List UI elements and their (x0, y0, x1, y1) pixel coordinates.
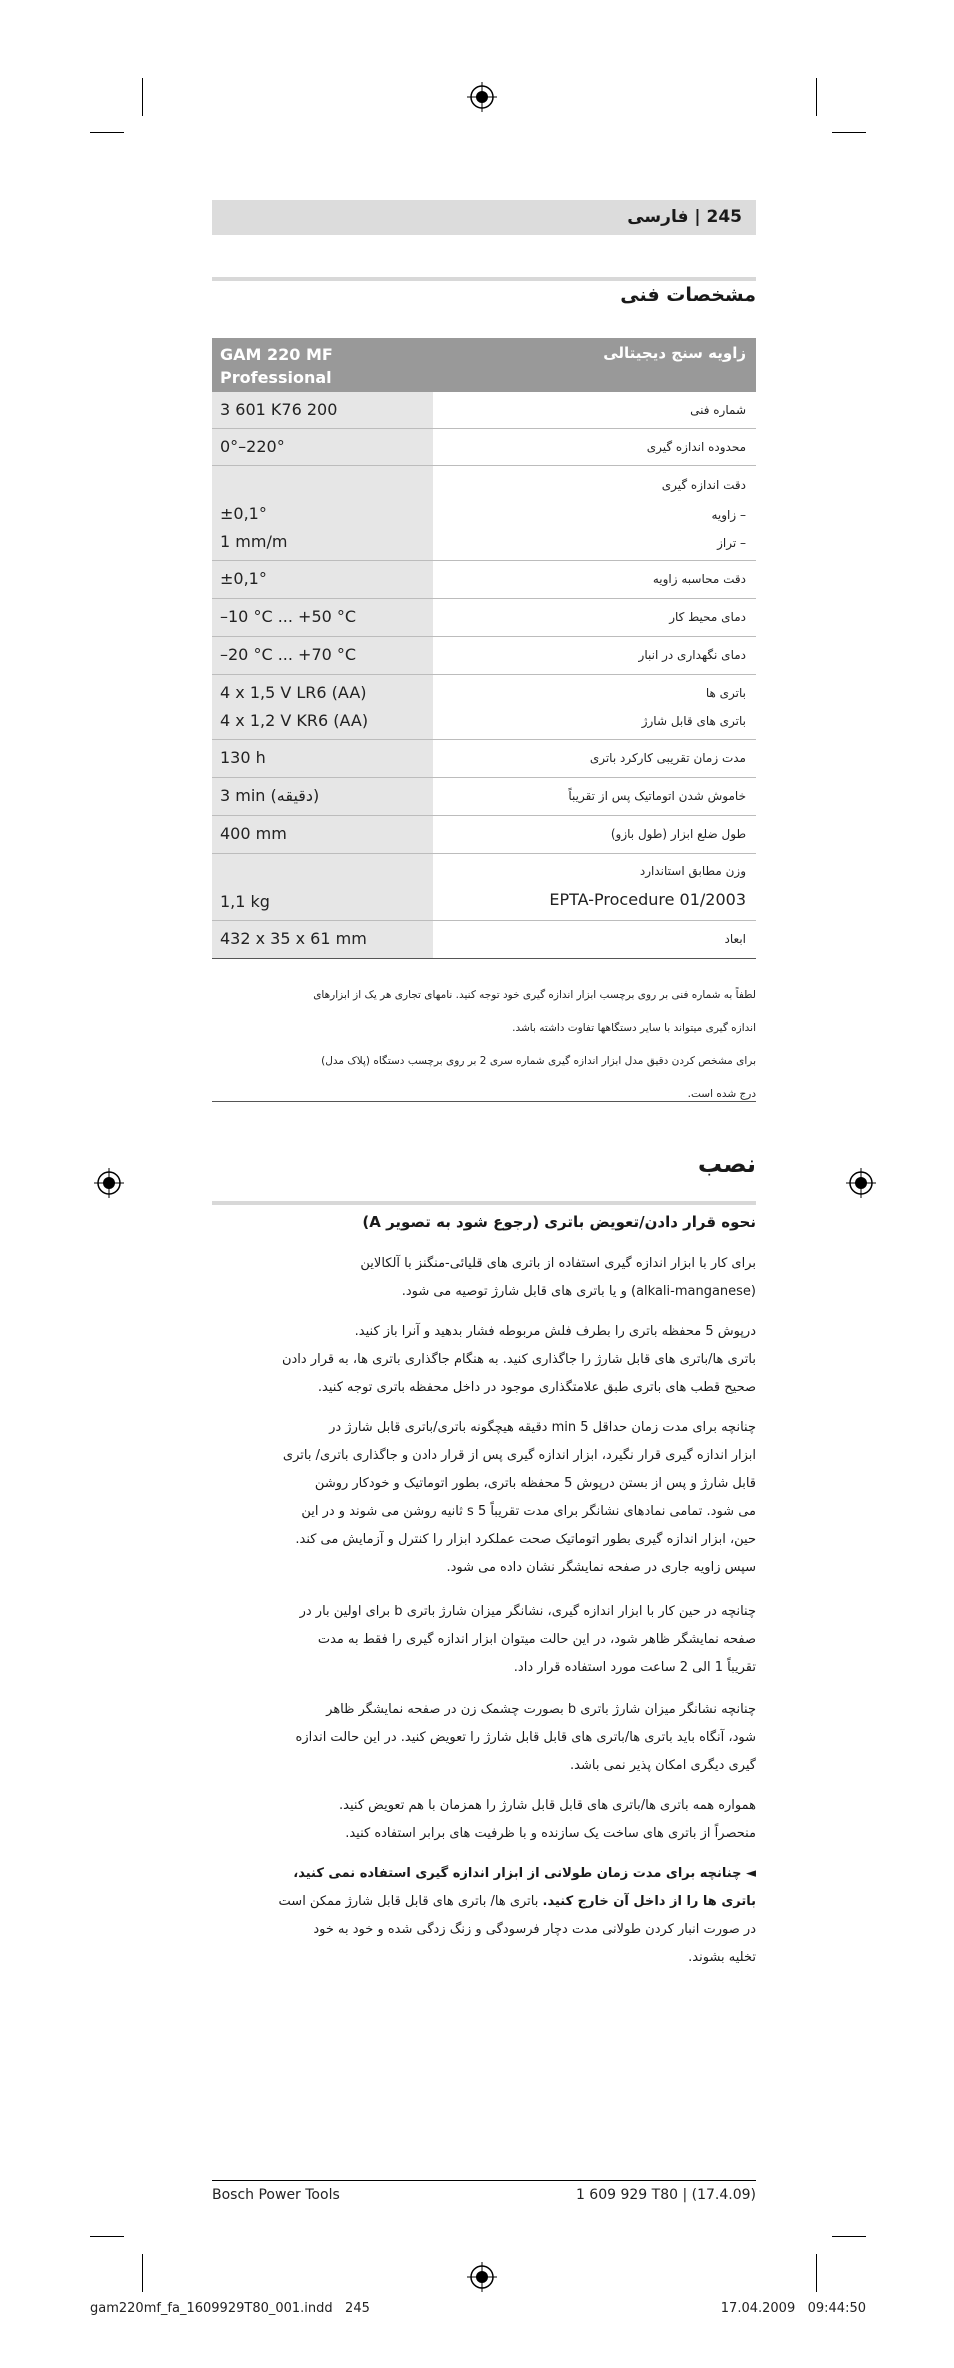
spec-label: باتری های قابل شارژ (641, 714, 746, 728)
paragraph-line: صفحه نمایشگر ظاهر شود، در این حالت میتوان ابزار اندازه گیری را فقط به مدت (317, 1632, 756, 1647)
slug-filename: gam220mf_fa_1609929T80_001.indd 245 (90, 2301, 370, 2316)
table-row (212, 816, 756, 854)
paragraph-line: منحصراً از باتری های ساخت یک سازنده و با ظرفیت های برابر استفاده کنید. (345, 1826, 756, 1841)
section-title: نصب (697, 1150, 756, 1178)
footer-rule (212, 2180, 756, 2181)
spec-standard: EPTA-Procedure 01/2003 (549, 890, 746, 909)
paragraph-line: باتری ها/باتری های قابل شارژ را جاگذاری کنید. به هنگام جاگذاری باتری ها، به قرار دادن (281, 1352, 756, 1367)
table-row (212, 921, 756, 959)
spec-value: –20 °C ... +70 °C (220, 645, 357, 664)
section-rule (212, 277, 756, 281)
table-row (212, 675, 756, 740)
crop-mark (90, 2236, 124, 2237)
spec-value: 432 x 35 x 61 mm (220, 929, 367, 948)
spec-value: 4 x 1,2 V KR6 (AA) (220, 711, 369, 730)
spec-label: دقت اندازه گیری (661, 478, 746, 492)
section-rule (212, 1201, 756, 1205)
crop-mark (816, 78, 817, 116)
table-note (212, 979, 756, 1111)
spec-label: محدوده اندازه گیری (646, 440, 746, 454)
spec-value: 130 h (220, 748, 266, 767)
table-row (212, 778, 756, 816)
table-row (212, 637, 756, 675)
spec-value: 1 mm/m (220, 532, 288, 551)
paragraph-line: سپس زاویه جاری در صفحه نمایشگر نشان داده می شود. (446, 1560, 756, 1575)
paragraph (212, 1598, 756, 1682)
table-row (212, 429, 756, 466)
page-number: 245 | فارسی (627, 207, 742, 227)
crop-mark (832, 2236, 866, 2237)
table-row (212, 561, 756, 599)
spec-value: 1,1 kg (220, 892, 270, 911)
paragraph (212, 1414, 756, 1582)
spec-label: دمای نگهداری در انبار (638, 648, 746, 662)
spec-value: ±0,1° (220, 504, 267, 523)
warning-bold: باتری ها را از داخل آن خارج کنید. (542, 1894, 756, 1909)
paragraph (212, 1696, 756, 1780)
paragraph-line: همواره همه باتری ها/باتری های قابل قابل شارژ را همزمان با هم تعویض کنید. (339, 1798, 756, 1813)
spec-table (212, 338, 756, 959)
note-line: اندازه گیری میتواند با سایر دستگاهها تفاوت داشته باشد. (512, 1022, 756, 1034)
table-header (212, 338, 756, 392)
spec-label: دقت محاسبه زاویه (652, 572, 746, 586)
note-line: درج شده است. (687, 1088, 756, 1100)
warning-text: باتری ها/ باتری های قابل قابل شارژ ممکن است (278, 1894, 543, 1909)
subsection-title: نحوه قرار دادن/تعویض باتری (رجوع شود به تصویر A) (362, 1213, 756, 1231)
page-header (212, 200, 756, 235)
section-title: مشخصات فنی (620, 284, 756, 306)
slug-datetime: 17.04.2009 09:44:50 (720, 2301, 866, 2316)
paragraph-line: برای کار با ابزار اندازه گیری استفاده از باتری های قلیائی-منگنز با آلکالاین (360, 1256, 756, 1271)
table-row (212, 740, 756, 778)
footer-brand: Bosch Power Tools (212, 2187, 340, 2203)
spec-label: باتری ها (705, 686, 746, 700)
crop-mark (832, 132, 866, 133)
paragraph-line: درپوش 5 محفظه باتری را بطرف فلش مربوطه فشار بدهید و آنرا باز کنید. (354, 1324, 756, 1339)
spec-value: 0°–220° (220, 437, 285, 456)
note-line: برای مشخص کردن دقیق مدل ابزار اندازه گیری شماره سری 2 بر روی برچسب دستگاه (پلاک مدل) (321, 1055, 756, 1067)
spec-label: مدت زمان تقریبی کارکرد باتری (589, 751, 746, 765)
model-line: GAM 220 MF (220, 345, 333, 364)
table-row (212, 599, 756, 637)
table-end-rule (212, 1101, 756, 1102)
table-row (212, 466, 756, 561)
spec-sublabel: – تراز (717, 536, 746, 550)
spec-label: وزن مطابق استاندارد (639, 864, 746, 878)
registration-mark-icon (467, 82, 497, 112)
registration-mark-icon (846, 1168, 876, 1198)
warning-bold: ◄ چنانچه برای مدت زمان طولانی از ابزار اندازه گیری استفاده نمی کنید، (293, 1866, 756, 1881)
note-line: لطفاً به شماره فنی بر روی برچسب ابزار اندازه گیری خود توجه کنید. نامهای تجاری هر یک از ابزارهای (313, 989, 756, 1001)
paragraph (212, 1250, 756, 1306)
spec-value: 400 mm (220, 824, 287, 843)
crop-mark (816, 2254, 817, 2292)
spec-value: –10 °C ... +50 °C (220, 607, 357, 626)
spec-value: 3 min (دقیقه) (220, 786, 320, 805)
paragraph (212, 1318, 756, 1402)
paragraph-line: چنانچه برای مدت زمان حداقل 5 min دقیقه هیچگونه باتری/باتری قابل شارژ در (329, 1420, 756, 1435)
registration-mark-icon (467, 2262, 497, 2292)
paragraph-line: چنانچه در حین کار با ابزار اندازه گیری، نشانگر میزان شارژ باتری b برای اولین بار در (299, 1604, 756, 1619)
crop-mark (90, 132, 124, 133)
registration-mark-icon (94, 1168, 124, 1198)
paragraph-line: حین، ابزار اندازه گیری بطور اتوماتیک صحت عملکرد ابزار را کنترل و آزمایش می کند. (295, 1532, 756, 1547)
paragraph-line: شود، آنگاه باید باتری ها/باتری های قابل قابل شارژ را تعویض کنید. در این حالت اندازه (295, 1730, 756, 1745)
spec-value: ±0,1° (220, 569, 267, 588)
paragraph-line: چنانچه نشانگر میزان شارژ باتری b بصورت چشمک زن در صفحه نمایشگر ظاهر (326, 1702, 756, 1717)
warning-paragraph (212, 1860, 756, 1972)
paragraph-line: (alkali-manganese) و یا باتری های قابل شارژ توصیه می شود. (401, 1284, 756, 1299)
paragraph-line: می شود. تمامی نمادهای نشانگر برای مدت تقریباً 5 s ثانیه روشن می شوند و در این (301, 1504, 756, 1519)
warning-text: تخلیه بشوند. (688, 1950, 756, 1965)
spec-value: 3 601 K76 200 (220, 400, 338, 419)
paragraph-line: تقریباً 1 الی 2 ساعت مورد استفاده قرار داد. (513, 1660, 756, 1675)
crop-mark (142, 78, 143, 116)
spec-label: دمای محیط کار (669, 610, 746, 624)
spec-sublabel: – زاویه (711, 508, 746, 522)
warning-text: در صورت انبار کردن طولانی مدت دچار فرسودگی و زنگ زدگی شده و خود به خود (313, 1922, 756, 1937)
paragraph-line: صحیح قطب های باتری طبق علامتگذاری موجود در داخل محفظه باتری توجه کنید. (317, 1380, 756, 1395)
spec-label: خاموش شدن اتوماتیک پس از تقریباً (568, 789, 746, 803)
table-row (212, 392, 756, 429)
spec-label: طول ضلع ابزار (طول بازو) (610, 827, 746, 841)
footer-docnumber: 1 609 929 T80 | (17.4.09) (575, 2187, 756, 2203)
model-line: Professional (220, 368, 332, 387)
table-row (212, 854, 756, 921)
spec-label: ابعاد (724, 932, 746, 946)
paragraph-line: قابل شارژ و پس از بستن درپوش 5 محفظه باتری، بطور اتوماتیک و خودکار روشن (314, 1476, 756, 1491)
spec-label: شماره فنی (690, 403, 746, 417)
paragraph-line: گیری دیگری امکان پذیر نمی باشد. (570, 1758, 756, 1773)
product-name: زاویه سنج دیجیتالی (603, 344, 746, 362)
crop-mark (142, 2254, 143, 2292)
paragraph-line: ابزار اندازه گیری قرار نگیرد، ابزار اندازه گیری پس از قرار دادن و جاگذاری باتری/ باتری (282, 1448, 756, 1463)
model-name (220, 343, 333, 389)
spec-value: 4 x 1,5 V LR6 (AA) (220, 683, 367, 702)
paragraph (212, 1792, 756, 1848)
